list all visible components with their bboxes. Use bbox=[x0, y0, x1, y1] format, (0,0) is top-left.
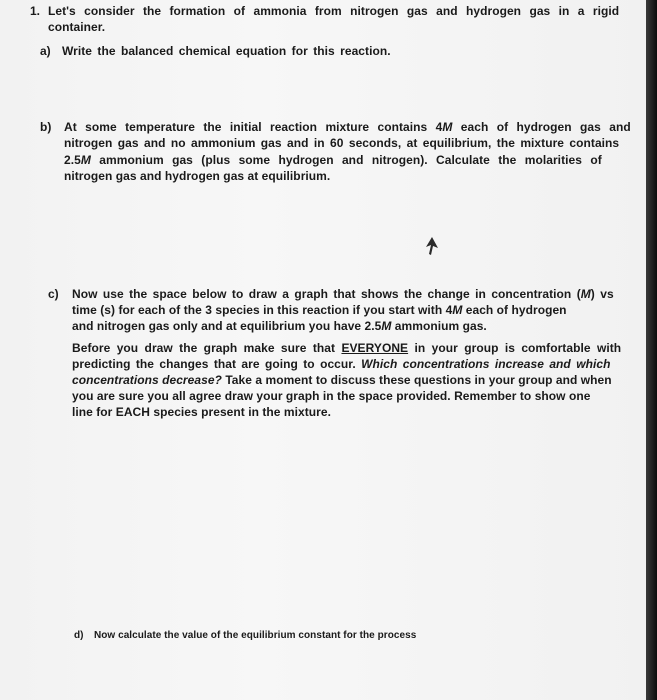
part-c-para2-line-5: line for EACH species present in the mixture. bbox=[72, 405, 331, 419]
part-a-text: Write the balanced chemical equation for this reaction. bbox=[62, 44, 391, 58]
page-edge-shadow bbox=[646, 0, 657, 700]
part-b-line-1-a: At some temperature the initial reaction mixture contains 4 bbox=[64, 120, 443, 134]
part-c-line-2-b: each of hydrogen bbox=[462, 303, 567, 317]
part-b-label: b) bbox=[40, 120, 52, 134]
everyone-emphasis: EVERYONE bbox=[341, 341, 409, 355]
molarity-unit: M bbox=[381, 319, 392, 333]
part-b-line-1 bbox=[64, 120, 631, 134]
molarity-unit: M bbox=[80, 153, 91, 167]
part-c-para2-line-3 bbox=[72, 373, 612, 387]
part-b-line-4: nitrogen gas and hydrogen gas at equilibrium. bbox=[64, 169, 331, 183]
question-1-text-line-1: Let's consider the formation of ammonia from nitrogen gas and hydrogen gas in a rigid bbox=[48, 4, 620, 18]
part-c-line-2-a: time (s) for each of the 3 species in this reaction if you start with 4 bbox=[72, 303, 453, 317]
part-d-label: d) bbox=[74, 630, 84, 641]
question-number: 1. bbox=[30, 4, 41, 18]
part-c-para2-line-4: you are sure you all agree draw your graph in the space provided. Remember to show one bbox=[72, 389, 591, 403]
part-c-para2-line-1-b: in your group is comfortable with bbox=[408, 341, 622, 355]
part-b-line-3-a: 2.5 bbox=[64, 153, 81, 167]
part-c-line-1-a: Now use the space below to draw a graph that shows the change in concentration ( bbox=[72, 287, 581, 301]
part-c-line-2 bbox=[72, 303, 567, 317]
question-1-text-line-2: container. bbox=[48, 20, 106, 34]
part-c-line-3-a: and nitrogen gas only and at equilibrium you have 2.5 bbox=[72, 319, 382, 333]
molarity-unit: M bbox=[580, 287, 591, 301]
part-c-para2-line-1 bbox=[72, 341, 621, 355]
part-c-line-3-b: ammonium gas. bbox=[391, 319, 487, 333]
part-b-line-3 bbox=[64, 153, 602, 167]
part-a-label: a) bbox=[40, 44, 51, 58]
part-c-para2-line-2 bbox=[72, 357, 610, 371]
part-b-line-3-b: ammonium gas (plus some hydrogen and nitrogen). Calculate the molarities of bbox=[90, 153, 602, 167]
part-c-para2-line-1-a: Before you draw the graph make sure that bbox=[72, 341, 342, 355]
molarity-unit: M bbox=[442, 120, 453, 134]
molarity-unit: M bbox=[452, 303, 463, 317]
part-b-line-2: nitrogen gas and no ammonium gas and in 60 seconds, at equilibrium, the mixture contains bbox=[64, 136, 620, 150]
part-c-para2-line-3-b: Take a moment to discuss these questions in your group and when bbox=[221, 373, 612, 387]
part-c-label: c) bbox=[48, 287, 59, 301]
part-c-line-1-b: ) vs bbox=[590, 287, 614, 301]
mouse-cursor-icon bbox=[424, 237, 440, 255]
part-c-line-1 bbox=[72, 287, 614, 301]
part-b-line-1-b: each of hydrogen gas and bbox=[452, 120, 631, 134]
part-c-para2-line-2-a: predicting the changes that are going to occur. bbox=[72, 357, 362, 371]
part-d-text: Now calculate the value of the equilibrium constant for the process bbox=[94, 630, 417, 641]
part-c-para2-line-2-italic: Which concentrations increase and which bbox=[361, 357, 611, 371]
part-c-line-3 bbox=[72, 319, 487, 333]
part-c-para2-line-3-italic: concentrations decrease? bbox=[72, 373, 222, 387]
